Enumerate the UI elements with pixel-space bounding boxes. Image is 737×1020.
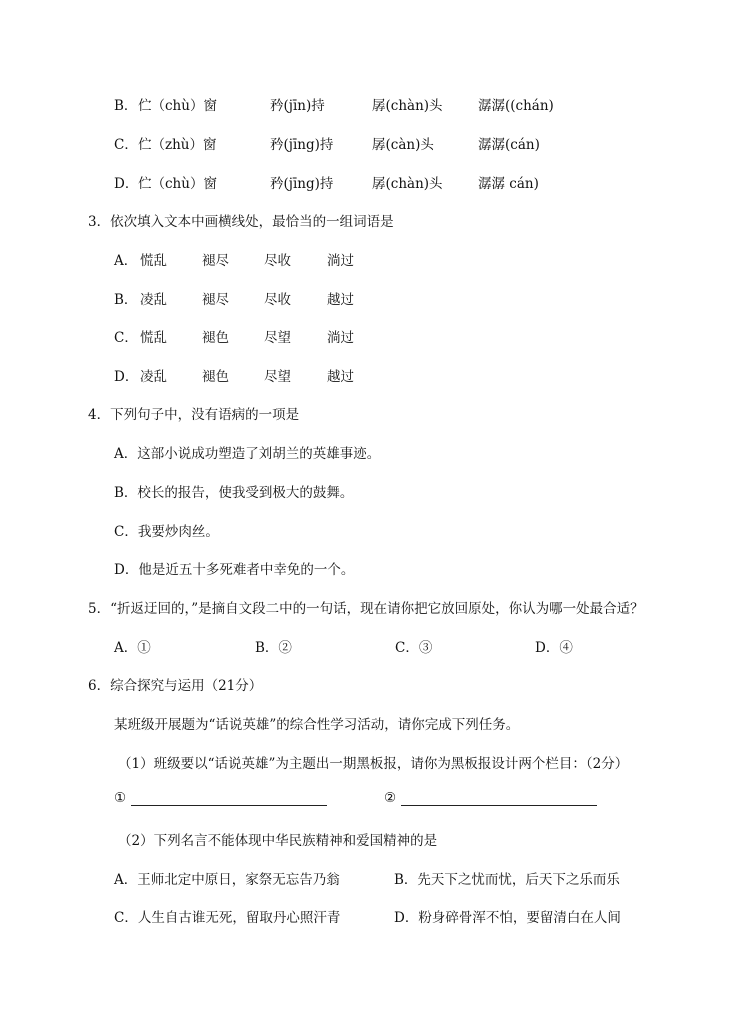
option-label: C． xyxy=(114,330,138,346)
q4-option-b: B．校长的报告，使我受到极大的鼓舞。 xyxy=(114,485,354,501)
word-3: 尽望 xyxy=(264,330,291,346)
option-label: B． xyxy=(114,292,138,308)
option-b: 矜(jīng)持 xyxy=(270,176,334,192)
option-a: 伫（chù）窗 xyxy=(138,98,217,114)
question-3-stem: 3．依次填入文本中画横线处，最恰当的一组词语是 xyxy=(88,214,394,230)
option-label: D． xyxy=(114,369,139,385)
option-d: 潺潺((chán) xyxy=(478,98,554,114)
word-1: 慌乱 xyxy=(140,253,167,269)
option-b: 矜(jīn)持 xyxy=(270,98,325,114)
option-b: 矜(jīng)持 xyxy=(270,137,334,153)
option-d: 潺潺 cán) xyxy=(478,176,539,192)
word-1: 凌乱 xyxy=(140,369,167,385)
word-1: 慌乱 xyxy=(140,330,167,346)
option-a: 伫（zhù）窗 xyxy=(138,137,217,153)
word-2: 褪色 xyxy=(202,369,229,385)
blank-line[interactable] xyxy=(131,791,327,806)
q4-option-c: C．我要炒肉丝。 xyxy=(114,524,219,540)
option-a: 伫（chù）窗 xyxy=(138,176,217,192)
word-4: 越过 xyxy=(327,292,354,308)
word-1: 凌乱 xyxy=(140,292,167,308)
word-2: 褪色 xyxy=(202,330,229,346)
option-d: 潺潺(cán) xyxy=(478,137,540,153)
word-3: 尽收 xyxy=(264,292,291,308)
word-4: 淌过 xyxy=(327,330,354,346)
word-2: 褪尽 xyxy=(202,253,229,269)
question-4-stem: 4．下列句子中，没有语病的一项是 xyxy=(88,407,300,423)
q4-option-d: D．他是近五十多死难者中幸免的一个。 xyxy=(114,562,355,578)
blank-line[interactable] xyxy=(401,791,597,806)
q6-option-d: D．粉身碎骨浑不怕，要留清白在人间 xyxy=(394,910,621,926)
option-label: B． xyxy=(114,98,138,114)
word-4: 越过 xyxy=(327,369,354,385)
word-3: 尽收 xyxy=(264,253,291,269)
option-c: 孱(càn)头 xyxy=(372,137,434,153)
q5-option-d: D．④ xyxy=(535,640,573,656)
q5-option-a: A．① xyxy=(114,640,151,656)
q6-option-b: B．先天下之忧而忧，后天下之乐而乐 xyxy=(394,872,620,888)
q4-option-a: A．这部小说成功塑造了刘胡兰的英雄事迹。 xyxy=(114,446,381,462)
word-4: 淌过 xyxy=(327,253,354,269)
option-label: C． xyxy=(114,137,138,153)
blank-marker: ② xyxy=(384,790,397,806)
q5-option-c: C．③ xyxy=(395,640,433,656)
q6-option-a: A．王师北定中原日，家祭无忘告乃翁 xyxy=(114,872,340,888)
word-3: 尽望 xyxy=(264,369,291,385)
option-label: A． xyxy=(114,253,138,269)
q6-subquestion-1: （1）班级要以“话说英雄”为主题出一期黑板报，请你为黑板报设计两个栏目：（2分） xyxy=(118,756,629,772)
option-c: 孱(chàn)头 xyxy=(372,176,443,192)
option-c: 孱(chàn)头 xyxy=(372,98,443,114)
q5-option-b: B．② xyxy=(255,640,292,656)
q6-option-c: C．人生自古谁无死，留取丹心照汗青 xyxy=(114,910,341,926)
option-label: D． xyxy=(114,176,139,192)
q6-subquestion-2: （2）下列名言不能体现中华民族精神和爱国精神的是 xyxy=(118,833,438,849)
question-6-stem: 6．综合探究与运用（21分） xyxy=(88,678,263,694)
q6-intro: 某班级开展题为“话说英雄”的综合性学习活动，请你完成下列任务。 xyxy=(114,717,520,733)
word-2: 褪尽 xyxy=(202,292,229,308)
question-5-stem: 5．“折返迂回的，”是摘自文段二中的一句话，现在请你把它放回原处，你认为哪一处最合适？ xyxy=(88,601,644,617)
blank-marker: ① xyxy=(114,790,127,806)
